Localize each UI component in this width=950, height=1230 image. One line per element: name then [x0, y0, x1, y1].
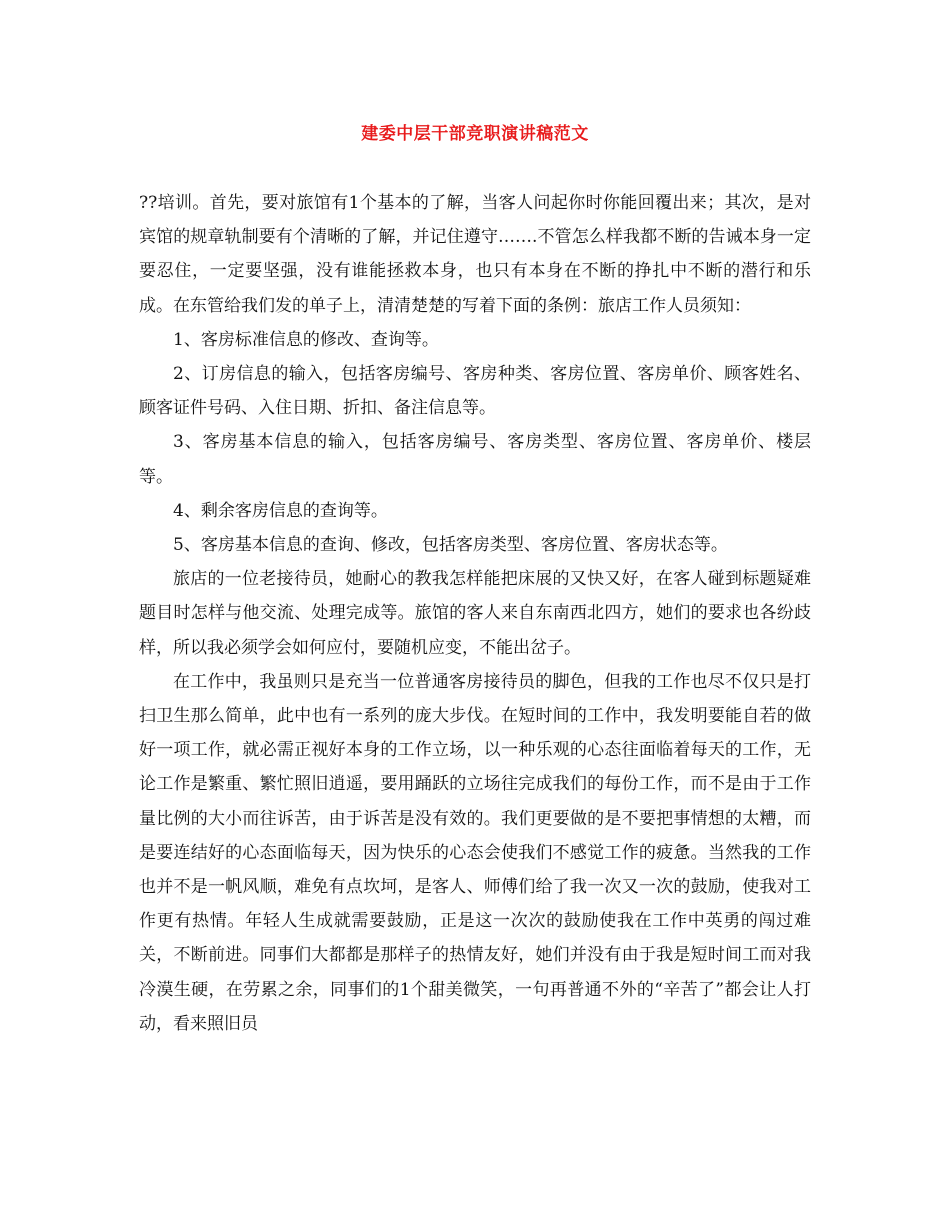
document-body	[139, 186, 811, 1041]
list-item: 3、客房基本信息的输入，包括客房编号、客房类型、客房位置、客房单价、楼层等。	[139, 432, 811, 487]
paragraph: ??培训。首先，要对旅馆有1个基本的了解，当客人问起你时你能回覆出来；其次，是对宾馆的规章轨制要有个清晰的了解，并记住遵守…….不管怎么样我都不断的告诫本身一定要忍住，一定要坚强，没有谁能拯救本身，也只有本身在不断的挣扎中不断的潜行和乐成。在东管给我们发的单子上，清清楚楚的写着下面的条例：旅店工作人员须知：	[139, 193, 811, 316]
list-item: 1、客房标准信息的修改、查询等。	[173, 329, 439, 350]
list-item: 4、剩余客房信息的查询等。	[173, 500, 388, 521]
list-item: 5、客房基本信息的查询、修改，包括客房类型、客房位置、客房状态等。	[173, 535, 728, 556]
document-title: 建委中层干部竞职演讲稿范文	[361, 124, 589, 144]
paragraph: 在工作中，我虽则只是充当一位普通客房接待员的脚色，但我的工作也尽不仅只是打扫卫生那么简单，此中也有一系列的庞大步伐。在短时间的工作中，我发明要能自若的做好一项工作，就必需正视好本身的工作立场，以一种乐观的心态往面临着每天的工作，无论工作是繁重、繁忙照旧逍遥，要用踊跃的立场往完成我们的每份工作，而不是由于工作量比例的大小而往诉苦，由于诉苦是没有效的。我们更要做的是不要把事情想的太糟，而是要连结好的心态面临每天，因为快乐的心态会使我们不感觉工作的疲惫。当然我的工作也并不是一帆风顺，难免有点坎坷，是客人、师傅们给了我一次又一次的鼓励，使我对工作更有热情。年轻人生成就需要鼓励，正是这一次次的鼓励使我在工作中英勇的闯过难关，不断前进。同事们大都都是那样子的热情友好，她们并没有由于我是短时间工而对我冷漠生硬，在劳累之余，同事们的1个甜美微笑，一句再普通不外的“辛苦了”都会让人打动，看来照旧员	[139, 671, 811, 1034]
list-item: 2、订房信息的输入，包括客房编号、客房种类、客房位置、客房单价、顾客姓名、顾客证件号码、入住日期、折扣、备注信息等。	[139, 364, 811, 419]
paragraph: 旅店的一位老接待员，她耐心的教我怎样能把床展的又快又好，在客人碰到标题疑难题目时怎样与他交流、处理完成等。旅馆的客人来自东南西北四方，她们的要求也各纷歧样，所以我必须学会如何应付，要随机应变，不能出岔子。	[139, 569, 811, 658]
